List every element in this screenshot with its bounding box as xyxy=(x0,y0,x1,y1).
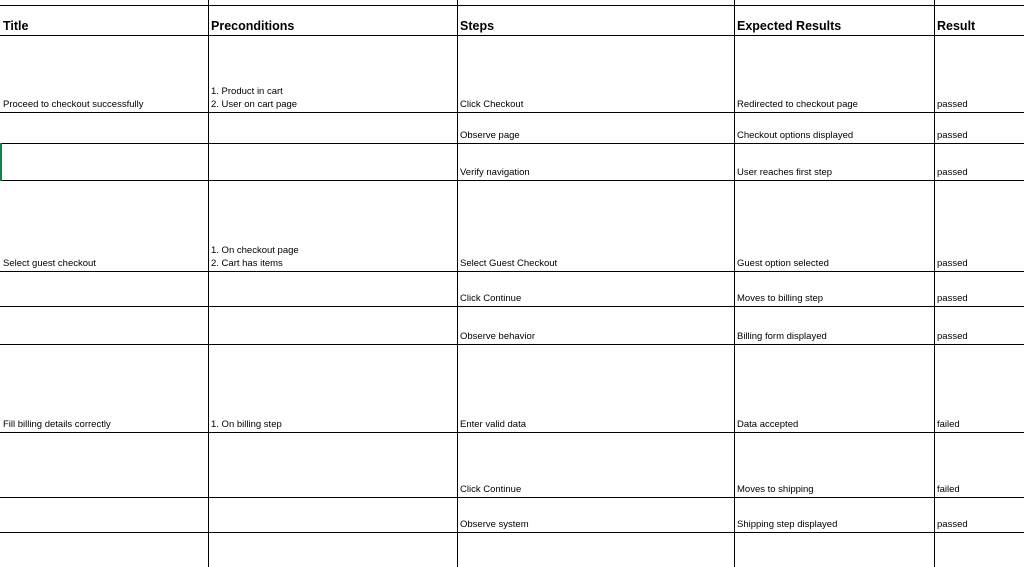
cell-result[interactable]: passed xyxy=(937,293,968,304)
column-divider xyxy=(457,0,458,567)
cell-step[interactable]: Enter valid data xyxy=(460,419,527,430)
header-steps[interactable]: Steps xyxy=(460,19,495,33)
header-expected-results[interactable]: Expected Results xyxy=(737,19,842,33)
row-divider xyxy=(0,271,1024,272)
row-divider xyxy=(0,180,1024,181)
precondition-line: 1. On checkout page xyxy=(211,245,299,256)
column-divider xyxy=(934,0,935,567)
cell-step[interactable]: Click Checkout xyxy=(460,99,524,110)
precondition-line: 2. Cart has items xyxy=(211,258,283,269)
cell-step[interactable]: Verify navigation xyxy=(460,167,530,178)
cell-result[interactable]: passed xyxy=(937,167,968,178)
cell-expected-result[interactable]: Moves to shipping xyxy=(737,484,814,495)
row-divider xyxy=(0,143,1024,144)
column-divider xyxy=(208,0,209,567)
cell-expected-result[interactable]: Data accepted xyxy=(737,419,799,430)
column-divider xyxy=(734,0,735,567)
cell-result[interactable]: failed xyxy=(937,484,960,495)
row-divider xyxy=(0,306,1024,307)
cell-title[interactable]: Fill billing details correctly xyxy=(3,419,111,430)
header-title[interactable]: Title xyxy=(3,19,29,33)
cell-expected-result[interactable]: Guest option selected xyxy=(737,258,829,269)
header-preconditions[interactable]: Preconditions xyxy=(211,19,295,33)
cell-step[interactable]: Click Continue xyxy=(460,293,522,304)
precondition-line: 1. Product in cart xyxy=(211,86,283,97)
cell-expected-result[interactable]: Redirected to checkout page xyxy=(737,99,858,110)
cell-result[interactable]: passed xyxy=(937,519,968,530)
cell-result[interactable]: failed xyxy=(937,419,960,430)
row-divider xyxy=(0,532,1024,533)
row-divider xyxy=(0,344,1024,345)
cell-preconditions[interactable] xyxy=(211,418,454,431)
cell-step[interactable]: Click Continue xyxy=(460,484,522,495)
row-divider xyxy=(0,497,1024,498)
cell-title[interactable]: Proceed to checkout successfully xyxy=(3,99,144,110)
header-result[interactable]: Result xyxy=(937,19,976,33)
cell-title[interactable]: Select guest checkout xyxy=(3,258,96,269)
row-divider xyxy=(0,112,1024,113)
cell-step[interactable]: Observe system xyxy=(460,519,529,530)
row-divider xyxy=(0,432,1024,433)
cell-result[interactable]: passed xyxy=(937,130,968,141)
cell-expected-result[interactable]: Shipping step displayed xyxy=(737,519,838,530)
cell-result[interactable]: passed xyxy=(937,331,968,342)
row-divider xyxy=(0,35,1024,36)
cell-expected-result[interactable]: User reaches first step xyxy=(737,167,833,178)
cell-result[interactable]: passed xyxy=(937,99,968,110)
active-cell-indicator xyxy=(0,143,2,181)
cell-preconditions[interactable] xyxy=(211,85,454,111)
cell-step[interactable]: Observe page xyxy=(460,130,520,141)
cell-step[interactable]: Observe behavior xyxy=(460,331,535,342)
cell-expected-result[interactable]: Moves to billing step xyxy=(737,293,824,304)
cell-step[interactable]: Select Guest Checkout xyxy=(460,258,558,269)
cell-expected-result[interactable]: Billing form displayed xyxy=(737,331,827,342)
cell-expected-result[interactable]: Checkout options displayed xyxy=(737,130,854,141)
precondition-line: 2. User on cart page xyxy=(211,99,298,110)
cell-preconditions[interactable] xyxy=(211,244,454,270)
cell-result[interactable]: passed xyxy=(937,258,968,269)
row-divider xyxy=(0,5,1024,6)
precondition-line: 1. On billing step xyxy=(211,419,282,430)
